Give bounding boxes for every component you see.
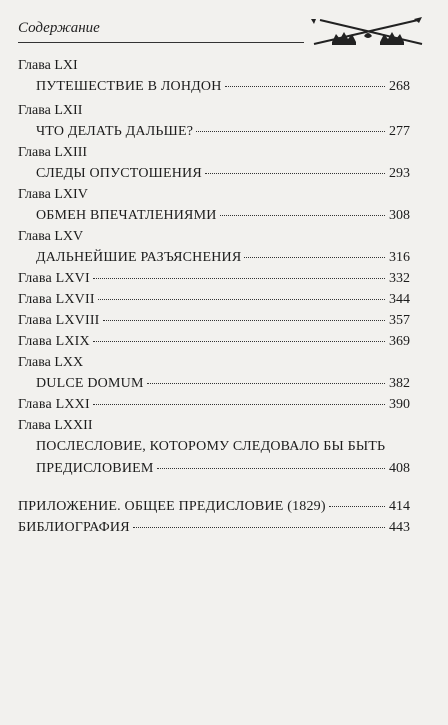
toc-entry-page: 382 — [389, 376, 410, 391]
toc-chapter-label: Глава LXVI — [18, 271, 90, 286]
toc-chapter-label: Глава LXV — [18, 229, 84, 244]
dot-leader — [103, 320, 385, 321]
toc-chapter-label: Глава LXVIII — [18, 313, 100, 328]
toc-entry[interactable] — [18, 334, 410, 350]
toc-entry-page: 408 — [389, 461, 410, 476]
toc-entry-page: 390 — [389, 397, 410, 412]
toc-entry-page: 308 — [389, 208, 410, 223]
toc-entry-page: 357 — [389, 313, 410, 328]
toc-entry[interactable] — [18, 499, 410, 515]
dot-leader — [98, 299, 385, 300]
toc-entry-page: 316 — [389, 250, 410, 265]
toc-entry-title: DULCE DOMUM — [36, 376, 144, 391]
dot-leader — [93, 404, 385, 405]
toc-chapter-label: Глава LXIII — [18, 145, 88, 160]
toc-entry[interactable] — [36, 124, 410, 140]
toc-entry-page: 344 — [389, 292, 410, 307]
toc-entry[interactable] — [36, 461, 410, 477]
toc-entry[interactable] — [18, 292, 410, 308]
toc-entry[interactable] — [36, 208, 410, 224]
toc-chapter-label: Глава LXXI — [18, 397, 90, 412]
toc-entry-title[interactable]: ПОСЛЕСЛОВИЕ, КОТОРОМУ СЛЕДОВАЛО БЫ БЫТЬ — [36, 439, 386, 454]
toc-entry-page: 268 — [389, 79, 410, 94]
toc-entry-title: ДАЛЬНЕЙШИЕ РАЗЪЯСНЕНИЯ — [36, 250, 242, 265]
dot-leader — [147, 383, 385, 384]
page-title: Содержание — [18, 20, 100, 36]
toc-chapter-label: Глава LXIV — [18, 187, 88, 202]
toc-chapter-label: Глава LXVII — [18, 292, 95, 307]
toc-entry-title: ПРЕДИСЛОВИЕМ — [36, 461, 154, 476]
dot-leader — [133, 527, 385, 528]
toc-entry[interactable] — [18, 397, 410, 413]
toc-entry-page: 414 — [389, 499, 410, 514]
dot-leader — [225, 86, 385, 87]
toc-entry-page: 443 — [389, 520, 410, 535]
toc-chapter-label: Глава LXXII — [18, 418, 93, 433]
dot-leader — [205, 173, 385, 174]
toc-entry-title: ОБМЕН ВПЕЧАТЛЕНИЯМИ — [36, 208, 217, 223]
toc-entry-page: 332 — [389, 271, 410, 286]
toc-entry[interactable] — [36, 250, 410, 266]
dot-leader — [220, 215, 385, 216]
toc-entry[interactable] — [36, 166, 410, 182]
dot-leader — [329, 506, 385, 507]
toc-chapter-label: Глава LXI — [18, 58, 78, 73]
toc-chapter-label: Глава LXX — [18, 355, 84, 370]
toc-entry[interactable] — [18, 271, 410, 287]
dot-leader — [157, 468, 385, 469]
toc-chapter-label: Глава LXIX — [18, 334, 90, 349]
dot-leader — [93, 341, 385, 342]
toc-entry-title: ПУТЕШЕСТВИЕ В ЛОНДОН — [36, 79, 222, 94]
toc-entry-title: ЧТО ДЕЛАТЬ ДАЛЬШЕ? — [36, 124, 194, 139]
toc-entry-title: ПРИЛОЖЕНИЕ. ОБЩЕЕ ПРЕДИСЛОВИЕ (1829) — [18, 499, 326, 514]
toc-entry-title: СЛЕДЫ ОПУСТОШЕНИЯ — [36, 166, 202, 181]
dot-leader — [196, 131, 385, 132]
toc-entry-page: 369 — [389, 334, 410, 349]
toc-entry-page: 293 — [389, 166, 410, 181]
toc-entry[interactable] — [18, 520, 410, 536]
toc-chapter-label: Глава LXII — [18, 103, 83, 118]
toc-entry[interactable] — [36, 376, 410, 392]
toc-entry[interactable] — [18, 313, 410, 329]
dot-leader — [93, 278, 385, 279]
toc-entry-title: БИБЛИОГРАФИЯ — [18, 520, 130, 535]
dot-leader — [244, 257, 385, 258]
toc-entry-page: 277 — [389, 124, 410, 139]
toc-entry[interactable] — [36, 79, 410, 95]
